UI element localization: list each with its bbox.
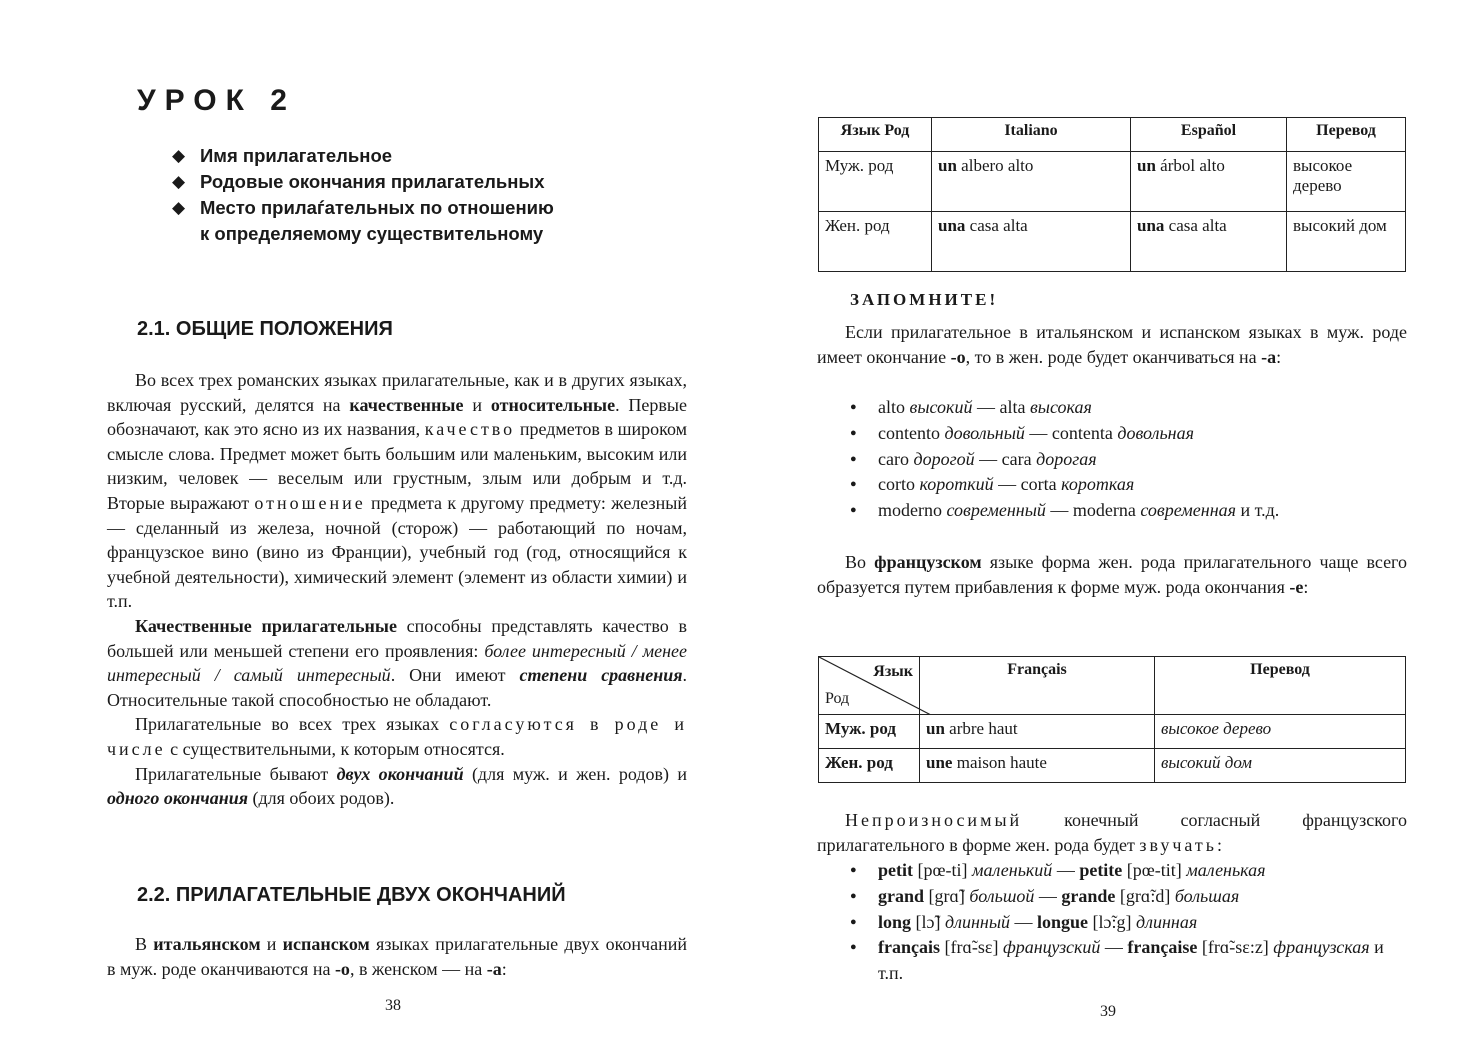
table-cell: высокий дом bbox=[1287, 212, 1406, 272]
list-item: ● petit [pœ-ti] маленький — petite [pœ-tit] маленькая bbox=[846, 858, 1406, 884]
adjective-table-it-es bbox=[818, 117, 1406, 272]
lesson-title: УРОК 2 bbox=[137, 84, 296, 117]
table-cell: высокое дерево bbox=[1155, 715, 1406, 749]
paragraph: Качественные прилагательные способны представлять качество в большей или меньшей степени его проявления: более интересный / менее интересный / самый интересный. Они имеют степени сравнения. Относительные такой способностью не обладают. bbox=[107, 615, 687, 710]
table-cell: un árbol alto bbox=[1131, 152, 1287, 212]
table-cell: Муж. род bbox=[819, 152, 932, 212]
table-header: Español bbox=[1131, 118, 1287, 152]
table-cell: высокое дерево bbox=[1287, 152, 1406, 212]
list-item: ● alto высокий — alta высокая bbox=[846, 395, 1279, 421]
topic-item: ◆ Имя прилагательное bbox=[172, 143, 554, 169]
paragraph: В итальянском и испанском языках прилагательные двух окончаний в муж. роде оканчиваются на -о, в женском — на -а: bbox=[107, 934, 687, 979]
section-two-endings-body bbox=[107, 932, 687, 981]
table-header: Italiano bbox=[932, 118, 1131, 152]
table-cell: una casa alta bbox=[1131, 212, 1287, 272]
table-row bbox=[819, 715, 1406, 749]
table-cell: un arbre haut bbox=[920, 715, 1155, 749]
adjective-table-fr bbox=[818, 656, 1406, 783]
silent-consonant-text: Непроизносимый конечный согласный французского прилагательного в форме жен. рода будет звучать: bbox=[817, 810, 1407, 855]
diamond-bullet-icon: ◆ bbox=[172, 146, 186, 165]
french-text: Во французском языке форма жен. рода прилагательного чаще всего образуется путем прибавления к форме муж. рода окончания -е: bbox=[817, 552, 1407, 597]
list-item: ● grand [grɑ̃] большой — grande [grɑ̃:d] большая bbox=[846, 884, 1406, 910]
corner-header: Язык Род bbox=[819, 657, 920, 715]
paragraph: Прилагательные во всех трех языках согласуются в роде и числе с существительными, к которым относятся. bbox=[107, 714, 687, 759]
diamond-bullet-icon: ◆ bbox=[172, 172, 186, 191]
table-header: Перевод bbox=[1287, 118, 1406, 152]
right-page bbox=[733, 0, 1466, 1045]
table-cell: высокий дом bbox=[1155, 749, 1406, 783]
it-es-example-list bbox=[846, 395, 1279, 524]
section-general-body bbox=[107, 368, 687, 811]
table-row bbox=[819, 749, 1406, 783]
paragraph: Прилагательные бывают двух окончаний (для муж. и жен. родов) и одного окончания (для обоих родов). bbox=[107, 763, 687, 809]
table-row bbox=[819, 212, 1406, 272]
remember-heading: ЗАПОМНИТЕ! bbox=[850, 290, 999, 309]
table-header: Перевод bbox=[1155, 657, 1406, 715]
table-header: Français bbox=[920, 657, 1155, 715]
page-number: 39 bbox=[1100, 1003, 1116, 1020]
table-cell: una casa alta bbox=[932, 212, 1131, 272]
list-item: ● caro дорогой — cara дорогая bbox=[846, 447, 1279, 473]
section-title-two-endings: 2.2. ПРИЛАГАТЕЛЬНЫЕ ДВУХ ОКОНЧАНИЙ bbox=[137, 884, 566, 906]
table-cell: Муж. род bbox=[819, 715, 920, 749]
list-item: ● corto короткий — corta короткая bbox=[846, 472, 1279, 498]
diamond-bullet-icon: ◆ bbox=[172, 198, 186, 217]
table-cell: Жен. род bbox=[819, 749, 920, 783]
topic-item: к определяемому существительному bbox=[200, 223, 544, 244]
list-item: ● long [lɔ̃] длинный — longue [lɔ̃:g] длинная bbox=[846, 910, 1406, 936]
table-cell: une maison haute bbox=[920, 749, 1155, 783]
section-title-general: 2.1. ОБЩИЕ ПОЛОЖЕНИЯ bbox=[137, 318, 393, 340]
paragraph: Во всех трех романских языках прилагательные, как и в других языках, включая русский, делятся на качественные и относительные. Первые обозначают, как это ясно из их названия, качество предметов в широком смысле слова. Предмет может быть большим или маленьким, высоким или низким, человек — веселым или грустным, злым или добрым и т.д. Вторые выражают отношение предмета к другому предмету: железный — сделанный из железа, ночной (сторож) — работающий по ночам, французское вино (вино из Франции), учебный год (год, относящийся к учебной деятельности), химический элемент (элемент из области химии) и т.п. bbox=[107, 370, 687, 612]
topic-item: ◆ Родовые окончания прилагательных bbox=[172, 169, 554, 195]
topic-item: ◆ Место прилаѓательных по отношению bbox=[172, 195, 554, 221]
fr-example-list bbox=[846, 858, 1406, 987]
remember-text: Если прилагательное в итальянском и испанском языках в муж. роде имеет окончание -о, то в жен. роде будет оканчиваться на -а: bbox=[817, 322, 1407, 367]
list-item: ● contento довольный — contenta довольная bbox=[846, 421, 1279, 447]
list-item: ● moderno современный — moderna современная и т.д. bbox=[846, 498, 1279, 524]
list-item: ● français [frɑ̃-sɛ] французский — française [frɑ̃-sɛ:z] французская и т.п. bbox=[846, 935, 1406, 987]
page-number: 38 bbox=[385, 997, 401, 1014]
topic-list bbox=[172, 143, 554, 247]
table-cell: un albero alto bbox=[932, 152, 1131, 212]
table-header: Язык Род bbox=[819, 118, 932, 152]
table-cell: Жен. род bbox=[819, 212, 932, 272]
table-row bbox=[819, 152, 1406, 212]
